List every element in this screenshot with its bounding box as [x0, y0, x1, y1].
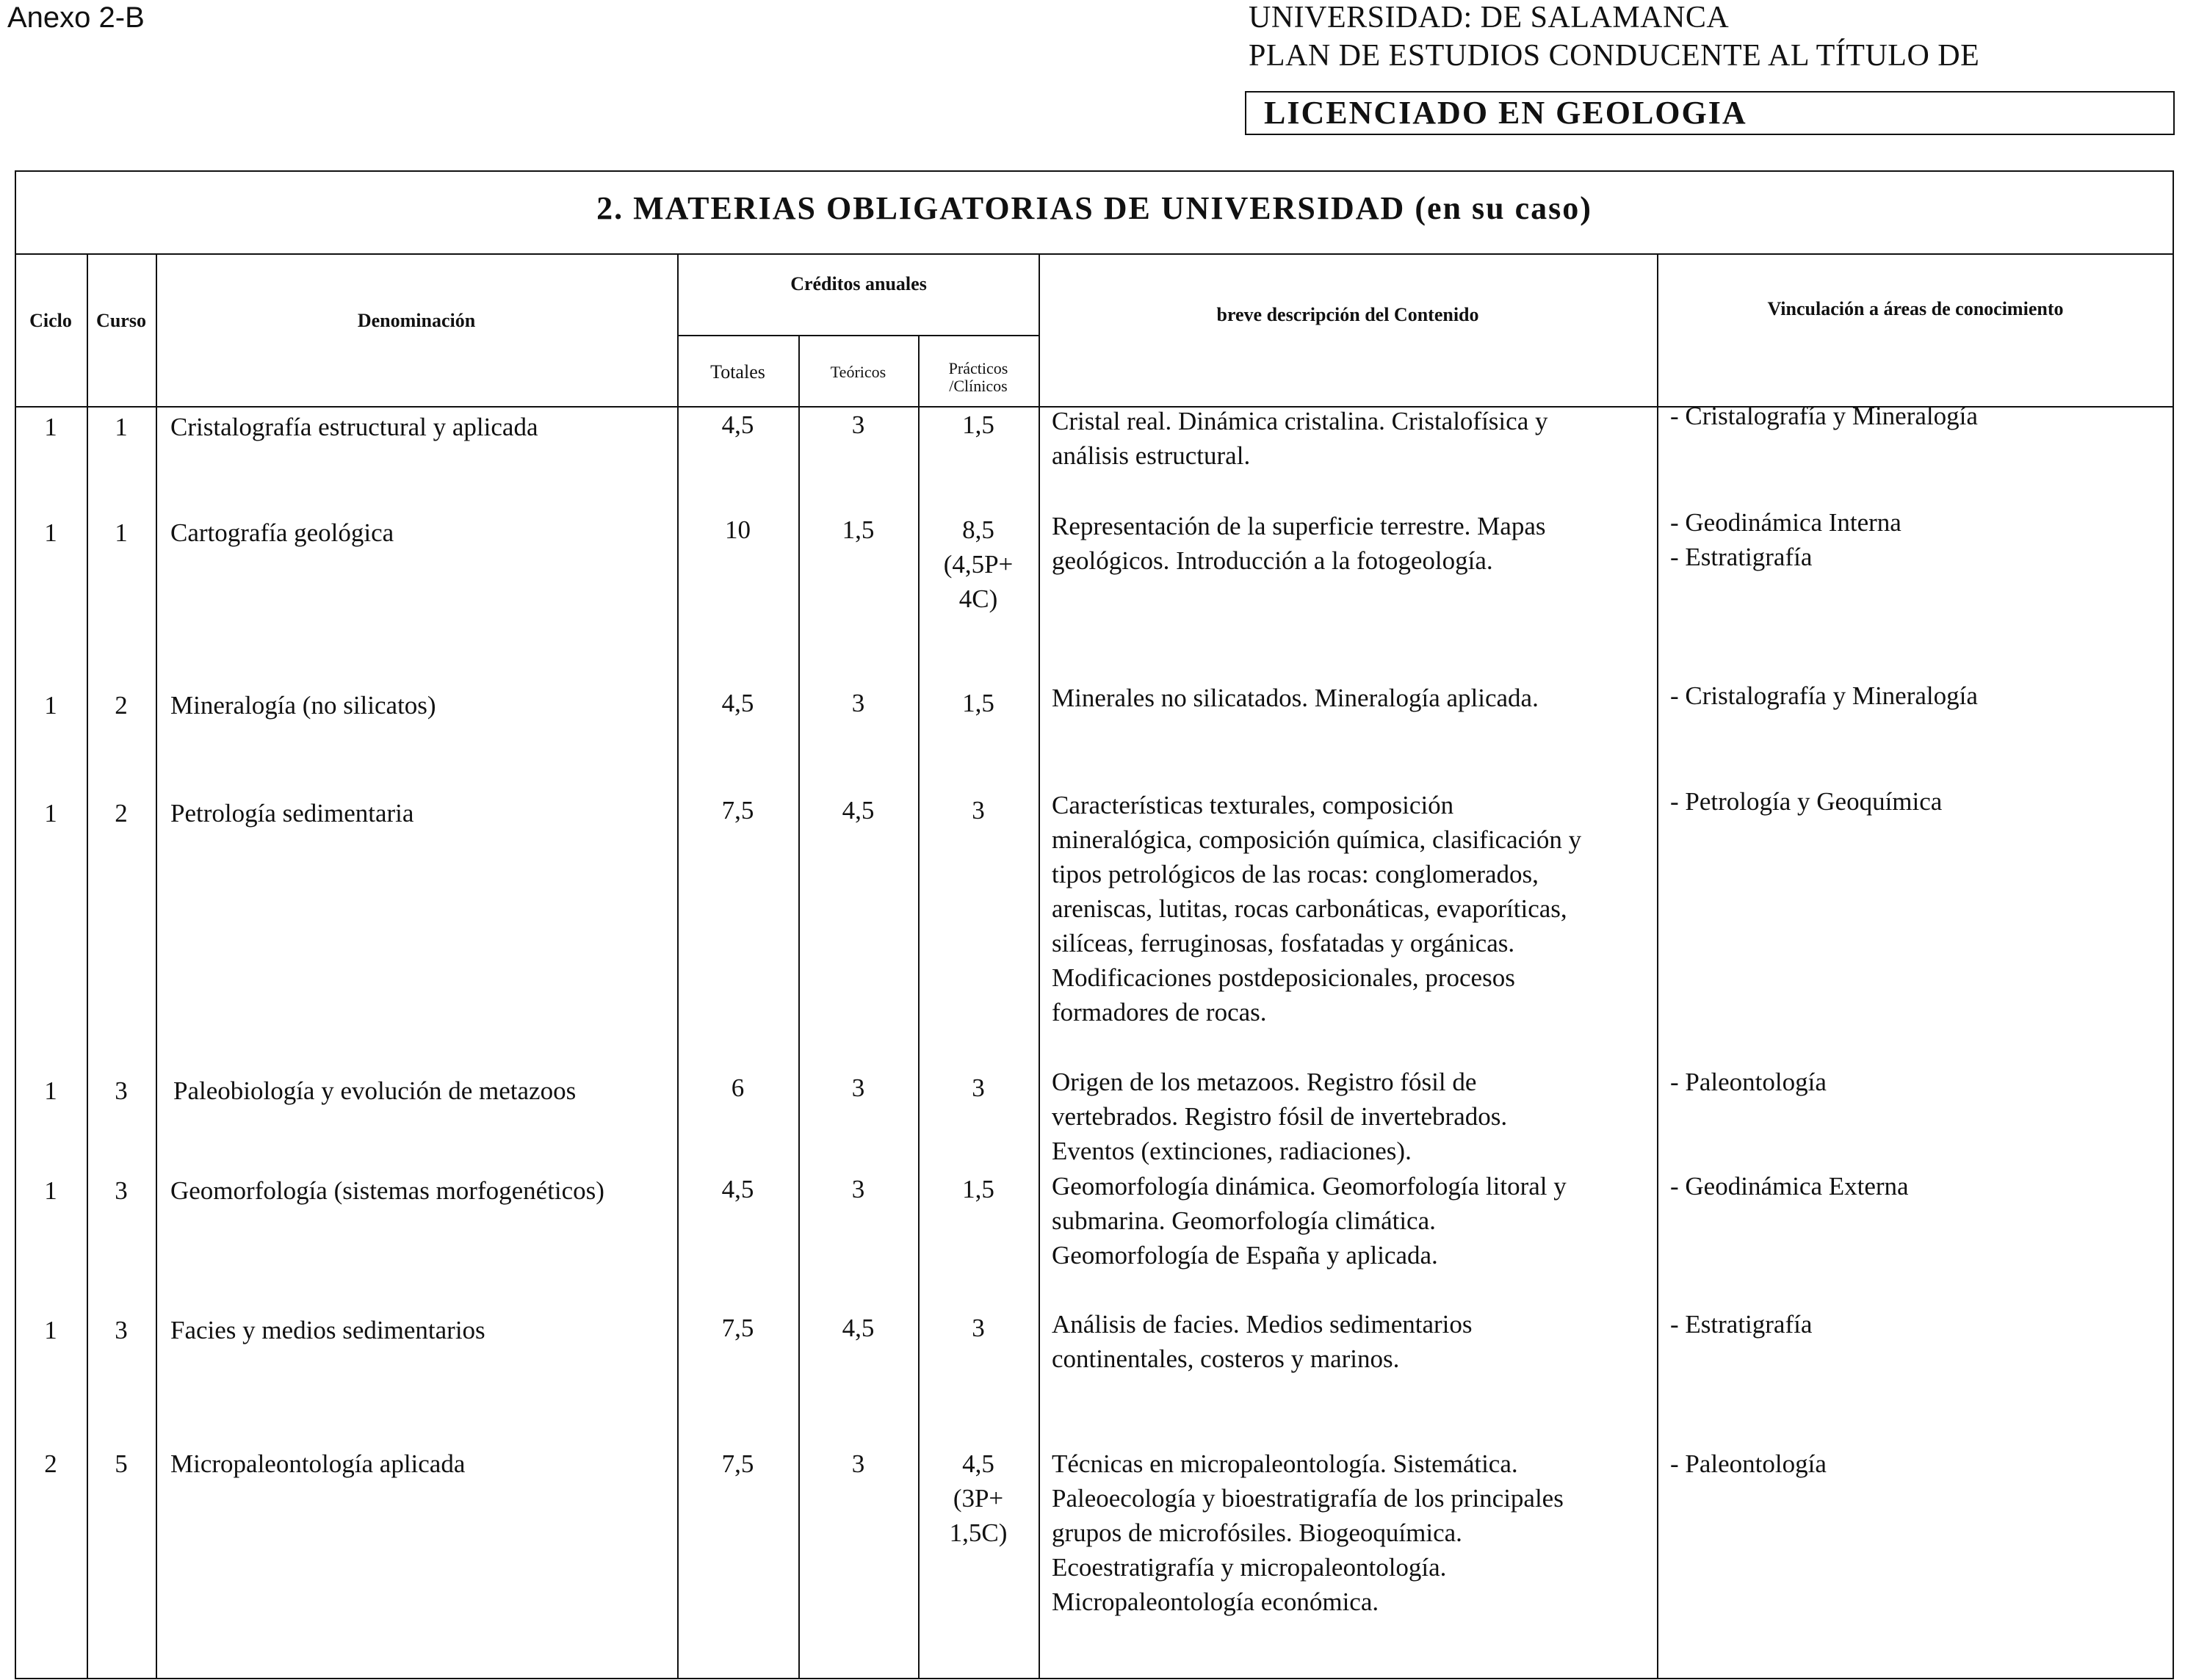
row-ciclo: 1	[44, 1316, 57, 1344]
row-curso: 3	[115, 1176, 128, 1205]
header-totales: Totales	[710, 361, 765, 383]
row-totales: 4,5	[721, 689, 754, 717]
header-descripcion: breve descripción del Contenido	[1216, 304, 1479, 325]
row-vinculacion: - Cristalografía y Mineralogía	[1670, 402, 1978, 430]
row-practicos: 3	[972, 1073, 985, 1102]
row-totales: 10	[725, 515, 751, 544]
row-teoricos: 3	[851, 1073, 865, 1102]
row-practicos: 4,5 (3P+ 1,5C)	[949, 1449, 1008, 1547]
row-vinculacion: - Paleontología	[1670, 1449, 1827, 1478]
row-curso: 3	[115, 1316, 128, 1344]
row-curso: 2	[115, 691, 128, 720]
row-teoricos: 3	[851, 410, 865, 439]
row-curso: 3	[115, 1076, 128, 1105]
row-practicos: 1,5	[962, 1175, 994, 1203]
university-name: UNIVERSIDAD: DE SALAMANCA	[1249, 1, 1730, 35]
header-denominacion: Denominación	[357, 310, 476, 331]
row-teoricos: 3	[851, 689, 865, 717]
row-curso: 1	[115, 518, 128, 547]
row-vinculacion: - Cristalografía y Mineralogía	[1670, 681, 1978, 710]
row-vinculacion: - Geodinámica Externa	[1670, 1172, 1909, 1201]
row-descripcion: Minerales no silicatados. Mineralogía aplicada.	[1052, 684, 1539, 712]
row-denominacion: Micropaleontología aplicada	[170, 1449, 466, 1478]
row-curso: 1	[115, 413, 128, 441]
row-teoricos: 3	[851, 1175, 865, 1203]
row-denominacion: Cristalografía estructural y aplicada	[170, 413, 538, 441]
row-descripcion: Análisis de facies. Medios sedimentarios continentales, costeros y marinos.	[1052, 1310, 1473, 1373]
row-descripcion: Origen de los metazoos. Registro fósil de vertebrados. Registro fósil de invertebrados. Eventos (extinciones, radiaciones).	[1052, 1068, 1508, 1165]
row-ciclo: 1	[44, 1176, 57, 1205]
row-totales: 7,5	[721, 1449, 754, 1478]
col-rule-descripcion	[1657, 253, 1658, 1679]
row-ciclo: 1	[44, 1076, 57, 1105]
row-totales: 4,5	[721, 1175, 754, 1203]
row-totales: 6	[731, 1073, 745, 1102]
row-teoricos: 4,5	[842, 796, 875, 825]
row-ciclo: 1	[44, 691, 57, 720]
degree-title-box	[1245, 91, 2175, 135]
row-vinculacion: - Paleontología	[1670, 1068, 1827, 1096]
row-practicos: 1,5	[962, 410, 994, 439]
header-teoricos: Teóricos	[830, 363, 886, 381]
header-top-rule	[15, 253, 2174, 255]
row-teoricos: 3	[851, 1449, 865, 1478]
row-descripcion: Cristal real. Dinámica cristalina. Cristalofísica y análisis estructural.	[1052, 407, 1548, 470]
header-creditos: Créditos anuales	[790, 273, 927, 294]
plan-title: PLAN DE ESTUDIOS CONDUCENTE AL TÍTULO DE	[1249, 39, 1980, 73]
row-totales: 4,5	[721, 410, 754, 439]
row-denominacion: Petrología sedimentaria	[170, 799, 414, 828]
row-ciclo: 2	[44, 1449, 57, 1478]
row-descripcion: Técnicas en micropaleontología. Sistemática. Paleoecología y bioestratigrafía de los principales grupos de microfósiles. Biogeoquímica. Ecoestratigrafía y micropaleontología. Micropaleontología económica.	[1052, 1449, 1564, 1616]
row-practicos: 1,5	[962, 689, 994, 717]
row-totales: 7,5	[721, 1314, 754, 1342]
row-vinculacion: - Petrología y Geoquímica	[1670, 787, 1943, 816]
row-teoricos: 1,5	[842, 515, 875, 544]
row-vinculacion: - Geodinámica Interna - Estratigrafía	[1670, 508, 1902, 571]
row-ciclo: 1	[44, 413, 57, 441]
row-ciclo: 1	[44, 799, 57, 828]
row-denominacion: Facies y medios sedimentarios	[170, 1316, 485, 1344]
credits-sub-rule	[677, 335, 1040, 336]
row-denominacion: Cartografía geológica	[170, 518, 394, 547]
row-denominacion: Paleobiología y evolución de metazoos	[173, 1076, 577, 1105]
row-descripcion: Representación de la superficie terrestre. Mapas geológicos. Introducción a la fotogeología.	[1052, 512, 1546, 575]
row-descripcion: Geomorfología dinámica. Geomorfología litoral y submarina. Geomorfología climática. Geomorfología de España y aplicada.	[1052, 1172, 1567, 1270]
row-ciclo: 1	[44, 518, 57, 547]
row-totales: 7,5	[721, 796, 754, 825]
row-practicos: 3	[972, 1314, 985, 1342]
row-denominacion: Geomorfología (sistemas morfogenéticos)	[170, 1176, 604, 1205]
row-practicos: 3	[972, 796, 985, 825]
annex-label: Anexo 2-B	[7, 1, 145, 34]
row-denominacion: Mineralogía (no silicatos)	[170, 691, 436, 720]
header-curso: Curso	[96, 310, 146, 331]
col-rule-curso	[156, 253, 157, 1679]
section-title: 2. MATERIAS OBLIGATORIAS DE UNIVERSIDAD (en su caso)	[596, 190, 1592, 226]
row-teoricos: 4,5	[842, 1314, 875, 1342]
row-vinculacion: - Estratigrafía	[1670, 1310, 1813, 1339]
header-practicos: Prácticos /Clínicos	[948, 359, 1008, 395]
col-rule-practicos	[1039, 253, 1040, 1679]
header-vinculacion: Vinculación a áreas de conocimiento	[1767, 298, 2064, 319]
row-practicos: 8,5 (4,5P+ 4C)	[943, 515, 1014, 613]
degree-title: LICENCIADO EN GEOLOGIA	[1264, 95, 1747, 131]
header-ciclo: Ciclo	[29, 310, 72, 331]
row-curso: 5	[115, 1449, 128, 1478]
row-curso: 2	[115, 799, 128, 828]
row-descripcion: Características texturales, composición mineralógica, composición química, clasificación y tipos petrológicos de las rocas: conglomerados, areniscas, lutitas, rocas carbonáticas, evaporíticas, silíceas, ferruginosas, fosfatadas y orgánicas. Modificaciones postdeposicionales, procesos formadores de rocas.	[1052, 791, 1582, 1027]
